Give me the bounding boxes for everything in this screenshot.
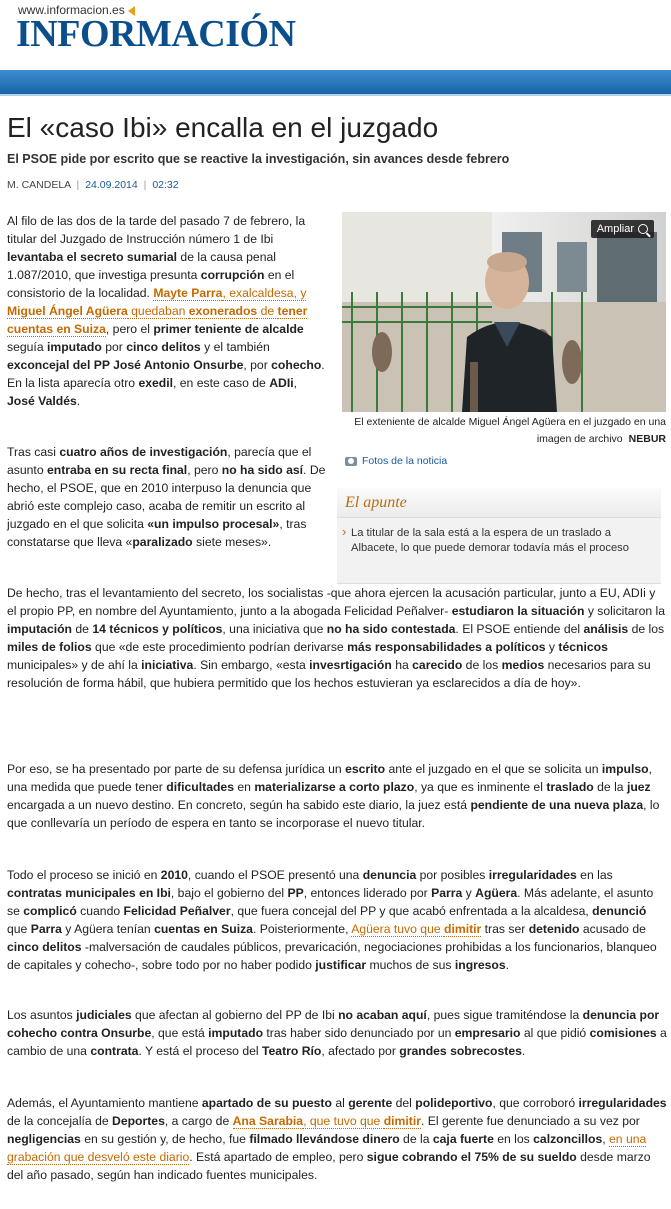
link-dimitir[interactable]: dimitir	[444, 922, 482, 936]
byline-separator: |	[76, 179, 80, 191]
publish-time: 02:32	[152, 179, 179, 191]
nav-bar	[0, 70, 671, 94]
link-exalcaldesa[interactable]: , exalcaldesa, y	[222, 286, 307, 300]
body-paragraph: Todo el proceso se inició en 2010, cuando el PSOE presentó una denuncia por posibles irregularidades en las contratas municipales en Ibi, bajo el gobierno del PP, entonces liderado por Parra y Agüera. Más adelante, el asunto se complicó cuando Felicidad Peñalver, que fuera concejal del PP y que acabó enfrentada a la alcaldesa, denunció que Parra y Agüera tenían cuentas en Suiza. Poisteriormente, Agüera tuvo que dimitir tras ser detenido acusado de cinco delitos -malversación de caudales públicos, prevaricación, negociaciones prohibidas a los funcionarios, blanqueo de capitales y cohecho-, sobre todo por no haber podido justificar muchos de sus ingresos.	[7, 868, 657, 972]
link-miguel-angel-aguera[interactable]: Miguel Ángel Agüera	[7, 304, 128, 318]
site-url-text: www.informacion.es	[18, 3, 125, 17]
masthead	[0, 0, 671, 70]
link-ana-sarabia[interactable]: Ana Sarabia	[232, 1114, 304, 1128]
article-photo[interactable]	[342, 212, 666, 412]
nav-bar-divider	[0, 94, 671, 96]
link-que-tuvo-que[interactable]: , que tuvo que	[303, 1114, 384, 1128]
photos-link-label: Fotos de la noticia	[362, 455, 448, 467]
link-exonerados[interactable]: exonerados	[188, 304, 258, 318]
link-grabacion-diario[interactable]: en una grabación que desveló este diario	[7, 1132, 647, 1164]
photo-credit: NEBUR	[628, 433, 666, 445]
article-headline: El «caso Ibi» encalla en el juzgado	[7, 112, 439, 143]
sidebar-note-text: › La titular de la sala está a la espera de un traslado a Albacete, lo que puede demorar todavía más el proceso	[337, 518, 661, 556]
link-de[interactable]: de	[257, 304, 278, 318]
link-mayte-parra[interactable]: Mayte Parra	[153, 286, 223, 300]
body-paragraph: Los asuntos judiciales que afectan al gobierno del PP de Ibi no acaban aquí, pues sigue tramiténdose la denuncia por cohecho contra Onsurbe, que está imputado tras haber sido denunciado por un empresario al que pidió comisiones a cambio de una contrata. Y está el proceso del Teatro Río, afectado por grandes sobrecostes.	[7, 1008, 667, 1058]
enlarge-button[interactable]	[591, 220, 654, 238]
link-aguera-tuvo-que[interactable]: Agüera tuvo que	[351, 922, 445, 936]
caption-text: El exteniente de alcalde Miguel Ángel Agüera en el juzgado en una imagen de archivo	[354, 416, 666, 445]
sidebar-note	[337, 488, 661, 584]
link-quedaban[interactable]: quedaban	[127, 304, 189, 318]
photo-caption	[342, 414, 666, 448]
camera-icon	[345, 457, 357, 466]
photos-link[interactable]	[345, 455, 447, 467]
enlarge-label: Ampliar	[596, 223, 634, 235]
zoom-in-icon	[638, 224, 648, 234]
sidebar-note-title: El apunte	[337, 488, 661, 518]
byline	[7, 179, 179, 191]
link-tener-cuentas-suiza[interactable]: tener cuentas en Suiza	[7, 304, 308, 336]
body-paragraph: De hecho, tras el levantamiento del secreto, los socialistas -que ahora ejercen la acusación particular, junto a EU, ADIi y el propio PP, en nombre del Ayuntamiento, junto a la abogada Felicidad Peñalver- estudiaron la situación y solicitaron la imputación de 14 técnicos y políticos, una iniciativa que no ha sido contestada. El PSOE entiende del análisis de los miles de folios que «de este procedimiento podrían derivarse más responsabilidades a políticos y técnicos municipales» y de ahí la iniciativa. Sin embargo, «esta invesrtigación ha carecido de los medios necesarios para su resolución de forma hábil, que hubiera permitido que los hechos estuvieran ya esclarecidos a día de hoy».	[7, 586, 666, 690]
article-subheadline: El PSOE pide por escrito que se reactive la investigación, sin avances desde febrero	[7, 152, 510, 166]
body-paragraph: Además, el Ayuntamiento mantiene apartado de su puesto al gerente del polideportivo, que corroboró irregularidades de la concejalía de Deportes, a cargo de Ana Sarabia, que tuvo que dimitir. El gerente fue denunciado a su vez por negligencias en su gestión y, de hecho, fue filmado llevándose dinero de la caja fuerte en los calzoncillos, en una grabación que desveló este diario. Está apartado de empleo, pero sigue cobrando el 75% de su sueldo desde marzo del año pasado, según han indicado fuentes municipales.	[7, 1096, 667, 1182]
publish-date: 24.09.2014	[85, 179, 138, 191]
link-dimitir-sarabia[interactable]: dimitir	[383, 1114, 421, 1128]
body-paragraph: Al filo de las dos de la tarde del pasado 7 de febrero, la titular del Juzgado de Instrucción número 1 de Ibi levantaba el secreto sumarial de la causa penal 1.087/2010, que investiga presunta corrupción en el consistorio de la localidad. Mayte Parra, exalcaldesa, y Miguel Ángel Agüera quedaban exonerados de tener cuentas en Suiza, pero el primer teniente de alcalde seguía imputado por cinco delitos y el también exconcejal del PP José Antonio Onsurbe, por cohecho. En la lista aparecía otro exedil, en este caso de ADIi, José Valdés.	[7, 214, 325, 408]
byline-separator: |	[143, 179, 147, 191]
site-logo[interactable]: INFORMACIÓN	[16, 13, 296, 55]
photo-illustration	[342, 212, 666, 412]
body-paragraph: Por eso, se ha presentado por parte de su defensa jurídica un escrito ante el juzgado en el que se solicita un impulso, una medida que puede tener dificultades en materializarse a corto plazo, ya que es inminente el traslado de la juez encargada a un nuevo destino. En concreto, según ha sabido este diario, la juez está pendiente de una nueva plaza, lo que conllevaría un período de espera en tanto se incorporase el nuevo titular.	[7, 762, 660, 830]
body-paragraph: Tras casi cuatro años de investigación, parecía que el asunto entraba en su recta final, pero no ha sido así. De hecho, el PSOE, que en 2010 interpuso la denuncia que abrió este complejo caso, acaba de remitir un escrito al juzgado en el que solicita «un impulso procesal», tras constatarse que lleva «paralizado siete meses».	[7, 445, 326, 549]
author-name: M. CANDELA	[7, 179, 71, 191]
